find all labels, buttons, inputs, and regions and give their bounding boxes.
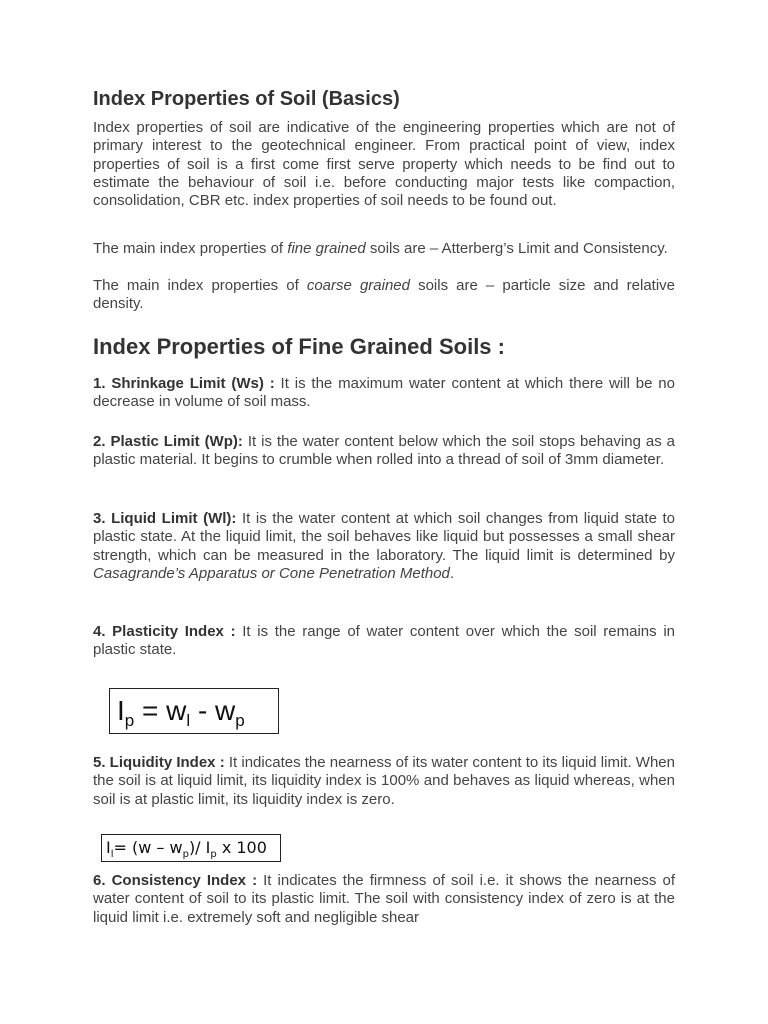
plastic-limit-label: 2. Plastic Limit (Wp): <box>93 433 243 450</box>
formula-wl-subscript: l <box>186 711 191 730</box>
plastic-limit-text: It is the water content below which the soil stops behaving as a plastic material. It begins to crumble when rolled into a thread of soil of 3mm diameter. <box>93 433 675 469</box>
fine-grained-paragraph <box>93 240 675 258</box>
coarse-grained-paragraph <box>93 277 675 314</box>
liquidity-index-label: 5. Liquidity Index : <box>93 754 225 771</box>
plasticity-index-text: It is the range of water content over which the soil remains in plastic state. <box>93 623 675 659</box>
shrinkage-limit-label: 1. Shrinkage Limit (Ws) : <box>93 375 275 392</box>
liquid-limit-paragraph <box>93 510 675 583</box>
formula-wp-subscript-2: p <box>182 849 189 860</box>
consistency-index-text: It indicates the firmness of soil i.e. it shows the nearness of water content of soil to its plastic limit. The soil with consistency index of zero is at the liquid limit i.e. extremely soft and negligible shear <box>93 872 676 926</box>
page-title: Index Properties of Soil (Basics) <box>93 88 400 110</box>
liquidity-index-text: It indicates the nearness of its water content to its liquid limit. When the soil is at liquid limit, its liquidity index is 100% and behaves as liquid whereas, when soil is at plastic limit, its liquidity index is zero. <box>93 754 675 808</box>
coarse-grained-text-before: The main index properties of <box>93 277 307 294</box>
plasticity-index-label: 4. Plasticity Index : <box>93 623 236 640</box>
coarse-grained-text-after: soils are – particle size and relative density. <box>93 277 675 313</box>
formula-il-subscript: l <box>110 849 114 860</box>
fine-grained-emphasis: fine grained <box>287 240 366 257</box>
liquidity-index-formula <box>101 834 281 862</box>
liquid-limit-text: It is the water content at which soil changes from liquid state to plastic state. At the liquid limit, the soil behaves like liquid but possesses a small shear strength, which can be measured in the laboratory. The liquid limit is determined by <box>93 510 675 564</box>
liquid-limit-method: Casagrande’s Apparatus or Cone Penetration Method <box>93 564 450 582</box>
liquid-limit-label: 3. Liquid Limit (Wl): <box>93 510 237 527</box>
shrinkage-limit-text: It is the maximum water content at which there will be no decrease in volume of soil mass. <box>93 375 675 411</box>
formula-ip-subscript: p <box>124 711 135 730</box>
fine-grained-text-before: The main index properties of <box>93 240 288 257</box>
liquid-limit-end: . <box>449 564 455 582</box>
liquidity-index-paragraph <box>93 754 675 809</box>
consistency-index-label: 6. Consistency Index : <box>93 872 258 889</box>
formula-times-100: x 100 <box>216 838 267 857</box>
section-title: Index Properties of Fine Grained Soils : <box>93 334 505 359</box>
formula-wp-subscript: p <box>235 711 245 730</box>
plastic-limit-paragraph <box>93 433 675 470</box>
formula-ip-subscript-2: p <box>210 849 217 860</box>
formula-equals-wl: = w <box>134 695 187 726</box>
formula-minus-wp: - w <box>190 695 236 726</box>
formula-il-symbol: I <box>106 838 111 857</box>
formula-equals-open: = (w – w <box>113 838 183 857</box>
plasticity-index-formula <box>109 688 279 734</box>
formula-ip-symbol: I <box>117 695 125 726</box>
formula-divide-ip: )/ I <box>188 838 211 857</box>
plasticity-index-paragraph <box>93 623 675 660</box>
shrinkage-limit-paragraph <box>93 375 675 412</box>
coarse-grained-emphasis: coarse grained <box>306 277 410 294</box>
consistency-index-paragraph <box>93 872 675 927</box>
fine-grained-text-after: soils are – Atterberg’s Limit and Consistency. <box>365 240 668 257</box>
intro-paragraph: Index properties of soil are indicative of the engineering properties which are not of primary interest to the geotechnical engineer. From practical point of view, index properties of soil is a first come first serve property which needs to be find out to estimate the behaviour of soil i.e. before conducting major tests like compaction, consolidation, CBR etc. index properties of soil needs to be found out. <box>93 119 675 210</box>
